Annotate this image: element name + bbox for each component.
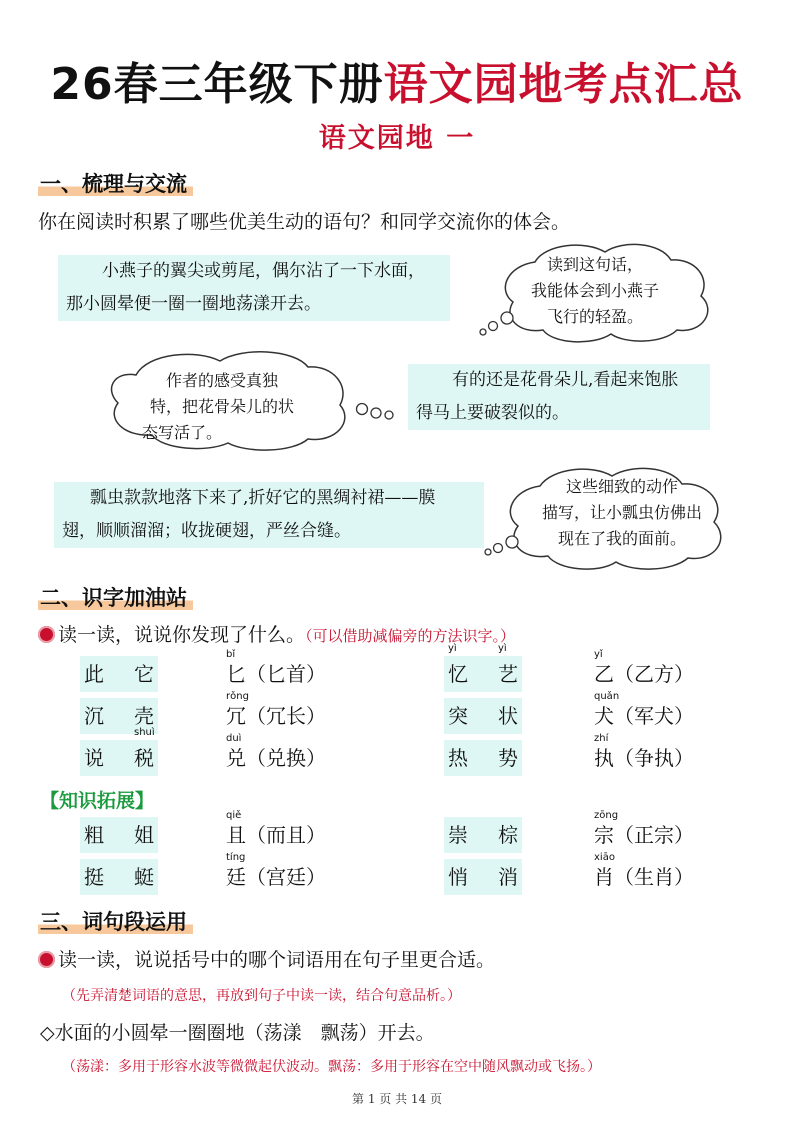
pinyin: shuì <box>134 727 155 738</box>
pinyin: xiāo <box>594 852 615 863</box>
grid-char: 犬 <box>594 704 614 728</box>
char-pair-left <box>80 656 158 692</box>
section3-heading: 三、词句段运用 <box>38 910 193 936</box>
grid-char: 艺 <box>498 662 518 686</box>
pinyin: qiě <box>226 810 242 821</box>
thought-cloud-3-text <box>522 474 722 552</box>
grid-example: （生肖） <box>614 865 694 889</box>
pinyin: rǒng <box>226 691 249 702</box>
quote-box-2-line1: 有的还是花骨朵儿,看起来饱胀 <box>452 370 679 390</box>
grid-char: 势 <box>498 746 518 770</box>
section2-note: （可以借助减偏旁的方法识字。） <box>305 627 516 645</box>
grid-char: 棕 <box>498 823 518 847</box>
section2-heading: 二、识字加油站 <box>38 586 193 612</box>
grid-char-wrap <box>226 733 246 770</box>
char-pair-right <box>444 740 522 776</box>
grid-example: （宫廷） <box>246 865 326 889</box>
char-with-example <box>594 649 694 692</box>
quote-box-1 <box>58 255 450 321</box>
grid-char: 冗 <box>226 704 246 728</box>
grid-example: （正宗） <box>614 823 694 847</box>
section3-instruction-line <box>38 945 495 972</box>
char-pair-left <box>80 727 158 776</box>
cloud2-line2: 特，把花骨朵儿的状 <box>149 397 294 416</box>
grid-row <box>0 691 794 734</box>
pinyin: yì <box>498 643 507 654</box>
grid-char-wrap <box>226 810 246 847</box>
char-with-example <box>594 733 694 776</box>
grid-char: 姐 <box>134 823 154 847</box>
char-with-example <box>226 691 326 734</box>
grid-char: 沉 <box>84 704 104 728</box>
char-pair-left <box>80 817 158 853</box>
grid-char: 崇 <box>448 823 468 847</box>
cloud2-line1: 作者的感受真独 <box>165 371 278 390</box>
grid-char: 挺 <box>84 865 104 889</box>
grid-example: （军犬） <box>614 704 694 728</box>
grid-example: （而且） <box>246 823 326 847</box>
grid-char: 突 <box>448 704 468 728</box>
section3-heading-wrap <box>38 906 193 936</box>
section2-instruction: 读一读，说说你发现了什么。 <box>58 624 306 646</box>
grid-char-wrap <box>226 852 246 889</box>
grid-char: 状 <box>498 704 518 728</box>
section1-heading-wrap <box>38 168 193 198</box>
grid-char-wrap <box>594 649 614 686</box>
grid-char: 此 <box>84 662 104 686</box>
char-pair-right <box>444 817 522 853</box>
grid-char: 且 <box>226 823 246 847</box>
char-with-example <box>226 852 326 895</box>
grid-char: 肖 <box>594 865 614 889</box>
grid-char: 它 <box>134 662 154 686</box>
section1-heading: 一、梳理与交流 <box>38 172 193 198</box>
grid-char-wrap <box>134 727 155 776</box>
grid-example: （匕首） <box>246 662 326 686</box>
grid-char-wrap <box>498 643 518 692</box>
pinyin: yǐ <box>594 649 603 660</box>
stamp-icon <box>38 626 55 643</box>
grid-char: 廷 <box>226 865 246 889</box>
grid-example: （兑换） <box>246 746 326 770</box>
char-with-example <box>594 810 694 853</box>
grid-char-wrap <box>594 691 620 728</box>
cloud3-line2: 描写，让小瓢虫仿佛出 <box>541 503 702 522</box>
grid-example: （冗长） <box>246 704 326 728</box>
stamp-icon <box>38 951 55 968</box>
pinyin: quǎn <box>594 691 620 702</box>
grid-row <box>0 643 794 692</box>
pinyin: zōng <box>594 810 619 821</box>
char-with-example <box>594 852 694 895</box>
cloud1-line3: 飞行的轻盈。 <box>546 307 643 326</box>
section1-question: 你在阅读时积累了哪些优美生动的语句？和同学交流你的体会。 <box>38 211 571 233</box>
quote-box-3-line2: 翅，顺顺溜溜；收拢硬翅，严丝合缝。 <box>62 521 351 541</box>
section3-note2: （荡漾：多用于形容水波等微微起伏波动。飘荡：多用于形容在空中随风飘动或飞扬。） <box>62 1059 601 1075</box>
section3-sentence: ◇水面的小圆晕一圈圈地（荡漾 飘荡）开去。 <box>40 1022 435 1044</box>
char-with-example <box>226 810 326 853</box>
cloud1-line2: 我能体会到小燕子 <box>530 281 659 300</box>
page-title <box>0 48 794 112</box>
grid-char: 兑 <box>226 746 246 770</box>
title-red: 语文园地考点汇总 <box>383 59 744 110</box>
quote-box-2 <box>408 364 710 430</box>
grid-char: 忆 <box>448 662 468 686</box>
grid-char: 宗 <box>594 823 614 847</box>
grid-char-wrap <box>226 691 249 728</box>
char-pair-right <box>444 643 522 692</box>
char-with-example <box>226 733 326 776</box>
grid-char: 匕 <box>226 662 246 686</box>
pinyin: tíng <box>226 852 246 863</box>
char-with-example <box>226 649 326 692</box>
ext-grid-row <box>0 810 794 853</box>
grid-char: 粗 <box>84 823 104 847</box>
quote-box-3-line1: 瓢虫款款地落下来了,折好它的黑绸衬裙——膜 <box>90 488 436 508</box>
page-footer: 第 1 页 共 14 页 <box>352 1092 442 1106</box>
cloud3-line3: 现在了我的面前。 <box>557 529 686 548</box>
cloud2-line3: 态写活了。 <box>142 423 223 442</box>
section2-heading-wrap <box>38 582 193 612</box>
section3-note1: （先弄清楚词语的意思，再放到句子中读一读，结合句意品析。） <box>62 988 461 1004</box>
grid-char: 热 <box>448 746 468 770</box>
cloud1-line1: 读到这句话， <box>546 255 643 274</box>
grid-char-wrap <box>594 852 615 889</box>
thought-cloud-1-text <box>505 252 685 330</box>
grid-char: 乙 <box>594 662 614 686</box>
pinyin: duì <box>226 733 242 744</box>
char-with-example <box>594 691 694 734</box>
grid-char-wrap <box>594 733 614 770</box>
extension-label: 【知识拓展】 <box>40 790 155 812</box>
cloud3-line1: 这些细致的动作 <box>565 477 678 496</box>
quote-box-2-line2: 得马上要破裂似的。 <box>416 403 569 423</box>
grid-char-wrap <box>448 643 468 692</box>
char-pair-left <box>80 859 158 895</box>
grid-char: 悄 <box>448 865 468 889</box>
grid-char: 壳 <box>134 704 154 728</box>
pinyin: zhí <box>594 733 609 744</box>
char-pair-right <box>444 859 522 895</box>
ext-grid-row <box>0 852 794 895</box>
page-subtitle: 语文园地 一 <box>318 123 476 154</box>
grid-char: 执 <box>594 746 614 770</box>
grid-row <box>0 727 794 776</box>
grid-char-wrap <box>594 810 619 847</box>
pinyin: yì <box>448 643 457 654</box>
thought-cloud-2-text <box>112 368 332 446</box>
char-pair-right <box>444 698 522 734</box>
grid-char: 蜓 <box>134 865 154 889</box>
grid-char: 消 <box>498 865 518 889</box>
grid-example: （乙方） <box>614 662 694 686</box>
grid-example: （争执） <box>614 746 694 770</box>
quote-box-3 <box>54 482 484 548</box>
grid-char: 说 <box>84 746 104 770</box>
quote-box-1-line2: 那小圆晕便一圈一圈地荡漾开去。 <box>66 294 321 314</box>
section2-instruction-line <box>38 620 515 647</box>
section3-instruction: 读一读，说说括号中的哪个词语用在句子里更合适。 <box>58 949 496 971</box>
quote-box-1-line1: 小燕子的翼尖或剪尾，偶尔沾了一下水面， <box>102 261 425 281</box>
title-black: 26春三年级下册 <box>50 59 384 110</box>
pinyin: bǐ <box>226 649 236 660</box>
grid-char: 税 <box>134 746 154 770</box>
grid-char-wrap <box>226 649 246 686</box>
